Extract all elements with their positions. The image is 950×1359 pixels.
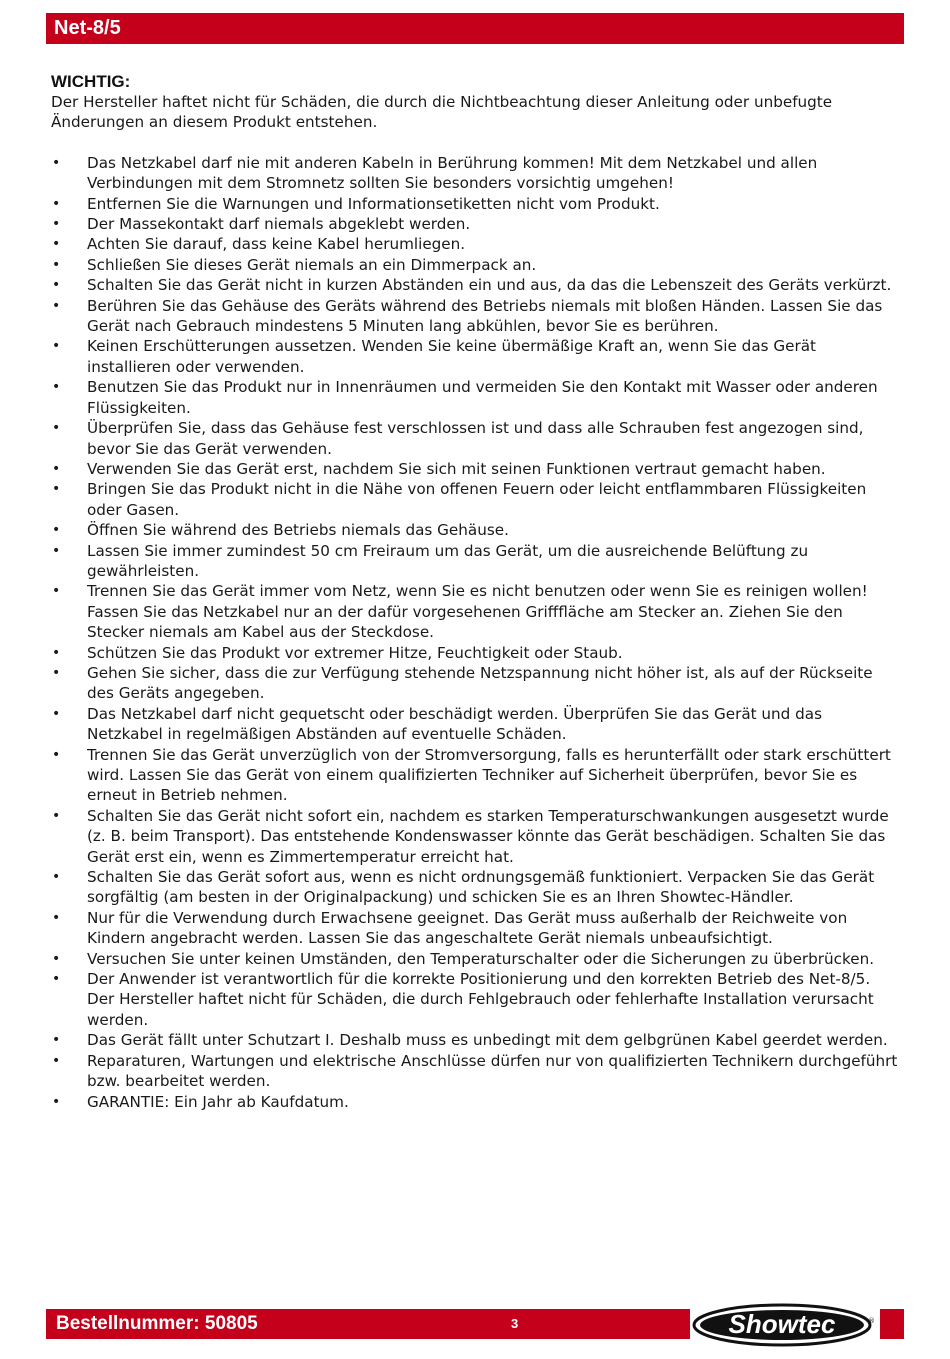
list-item-text: Verwenden Sie das Gerät erst, nachdem Sie sich mit seinen Funktionen vertraut gemacht haben. <box>87 459 826 478</box>
bullet-icon: • <box>52 971 61 988</box>
list-item <box>51 255 901 275</box>
bullet-icon: • <box>52 664 61 681</box>
safety-list <box>51 153 901 1112</box>
list-item <box>51 296 901 337</box>
list-item-text: Überprüfen Sie, dass das Gehäuse fest verschlossen ist und dass alle Schrauben fest angezogen sind, bevor Sie das Gerät verwenden. <box>87 419 864 458</box>
bullet-icon: • <box>52 1093 61 1110</box>
list-item <box>51 949 901 969</box>
list-item <box>51 541 901 582</box>
showtec-logo-icon <box>690 1301 880 1349</box>
list-item-text: Schalten Sie das Gerät nicht sofort ein, nachdem es starken Temperaturschwankungen ausgesetzt wurde (z. B. beim Transport). Das entstehende Kondenswasser könnte das Gerät beschädigen. Schalten Sie das Gerät erst ein, wenn es Zimmertemperatur erreicht hat. <box>87 806 889 866</box>
main-content <box>51 71 901 1112</box>
header-bar <box>46 13 904 44</box>
list-item <box>51 194 901 214</box>
list-item-text: Versuchen Sie unter keinen Umständen, den Temperaturschalter oder die Sicherungen zu überbrücken. <box>87 949 875 968</box>
list-item-text: Lassen Sie immer zumindest 50 cm Freiraum um das Gerät, um die ausreichende Belüftung zu gewährleisten. <box>87 541 809 580</box>
list-item <box>51 908 901 949</box>
bullet-icon: • <box>52 195 61 212</box>
bullet-icon: • <box>52 807 61 824</box>
list-item <box>51 275 901 295</box>
list-item-text: Das Netzkabel darf nie mit anderen Kabeln in Berührung kommen! Mit dem Netzkabel und allen Verbindungen mit dem Stromnetz sollten Sie besonders vorsichtig umgehen! <box>87 153 818 193</box>
list-item-text: Bringen Sie das Produkt nicht in die Nähe von offenen Feuern oder leicht entflammbaren Flüssigkeiten oder Gasen. <box>87 480 867 519</box>
list-item-text: Der Anwender ist verantwortlich für die korrekte Positionierung und den korrekten Betrieb des Net-8/5. Der Hersteller haftet nicht für Schäden, die durch Fehlgebrauch oder fehlerhafte Installation verursacht werden. <box>87 970 874 1029</box>
list-item-text: Achten Sie darauf, dass keine Kabel herumliegen. <box>87 235 466 254</box>
list-item-text: Der Massekontakt darf niemals abgeklebt werden. <box>87 215 471 234</box>
list-item-text: Berühren Sie das Gehäuse des Geräts während des Betriebs niemals mit bloßen Händen. Lassen Sie das Gerät nach Gebrauch mindestens 5 Minuten lang abkühlen, bevor Sie es berühren. <box>87 296 883 336</box>
list-item-text: Schützen Sie das Produkt vor extremer Hitze, Feuchtigkeit oder Staub. <box>87 643 623 662</box>
bullet-icon: • <box>52 420 61 437</box>
list-item-text: Öffnen Sie während des Betriebs niemals das Gehäuse. <box>87 521 509 540</box>
showtec-logo <box>690 1301 880 1349</box>
bullet-icon: • <box>52 256 61 273</box>
bullet-icon: • <box>52 746 61 763</box>
bullet-icon: • <box>52 583 61 600</box>
list-item-text: Gehen Sie sicher, dass die zur Verfügung stehende Netzspannung nicht höher ist, als auf der Rückseite des Geräts angegeben. <box>87 663 873 703</box>
logo-wordmark: Showtec <box>728 1309 836 1339</box>
list-item-text: Schalten Sie das Gerät sofort aus, wenn es nicht ordnungsgemäß funktioniert. Verpacken Sie das Gerät sorgfältig (am besten in der Originalpackung) und schicken Sie es an Ihren Showtec-Händler. <box>87 868 875 907</box>
list-item <box>51 377 901 418</box>
list-item <box>51 234 901 254</box>
list-item <box>51 520 901 540</box>
list-item-text: Schalten Sie das Gerät nicht in kurzen Abständen ein und aus, da das die Lebenszeit des Geräts verkürzt. <box>87 276 892 295</box>
bullet-icon: • <box>52 522 61 539</box>
list-item-text: GARANTIE: Ein Jahr ab Kaufdatum. <box>87 1092 349 1111</box>
list-item <box>51 704 901 745</box>
bullet-icon: • <box>52 460 61 477</box>
bullet-icon: • <box>52 705 61 722</box>
list-item <box>51 459 901 479</box>
list-item <box>51 867 901 908</box>
list-item-text: Das Netzkabel darf nicht gequetscht oder beschädigt werden. Überprüfen Sie das Gerät und das Netzkabel in regelmäßigen Abständen auf eventuelle Schäden. <box>87 704 822 744</box>
svg-text:®: ® <box>868 1317 875 1325</box>
list-item <box>51 479 901 520</box>
bullet-icon: • <box>52 216 61 233</box>
list-item-text: Benutzen Sie das Produkt nur in Innenräumen und vermeiden Sie den Kontakt mit Wasser oder anderen Flüssigkeiten. <box>87 378 878 417</box>
list-item <box>51 336 901 377</box>
list-item <box>51 663 901 704</box>
page-title: Net-8/5 <box>54 17 121 39</box>
order-number: Bestellnummer: 50805 <box>56 1313 258 1334</box>
bullet-icon: • <box>52 297 61 314</box>
list-item-text: Trennen Sie das Gerät unverzüglich von der Stromversorgung, falls es herunterfällt oder stark erschüttert wird. Lassen Sie das Gerät von einem qualifizierten Techniker auf Sicherheit überprüfen, bevor Sie es erneut in Betrieb nehmen. <box>87 745 891 805</box>
list-item-text: Schließen Sie dieses Gerät niemals an ein Dimmerpack an. <box>87 255 537 274</box>
list-item <box>51 581 901 642</box>
list-item-text: Nur für die Verwendung durch Erwachsene geeignet. Das Gerät muss außerhalb der Reichweite von Kindern angebracht werden. Lassen Sie das angeschaltete Gerät niemals unbeaufsichtigt. <box>87 908 848 948</box>
bullet-icon: • <box>52 277 61 294</box>
bullet-icon: • <box>52 542 61 559</box>
bullet-icon: • <box>52 869 61 886</box>
list-item-text: Trennen Sie das Gerät immer vom Netz, wenn Sie es nicht benutzen oder wenn Sie es reinigen wollen! Fassen Sie das Netzkabel nur an der dafür vorgesehenen Grifffläche am Stecker an. Ziehen Sie den Stecker niemals am Kabel aus der Steckdose. <box>87 582 868 642</box>
list-item-text: Reparaturen, Wartungen und elektrische Anschlüsse dürfen nur von qualifizierten Technikern durchgeführt bzw. bearbeitet werden. <box>87 1051 898 1091</box>
bullet-icon: • <box>52 379 61 396</box>
list-item <box>51 1092 901 1112</box>
list-item <box>51 969 901 1030</box>
bullet-icon: • <box>52 481 61 498</box>
bullet-icon: • <box>52 1032 61 1049</box>
list-item <box>51 806 901 867</box>
list-item <box>51 418 901 459</box>
bullet-icon: • <box>52 338 61 355</box>
bullet-icon: • <box>52 950 61 967</box>
list-item <box>51 745 901 806</box>
bullet-icon: • <box>52 644 61 661</box>
list-item <box>51 1051 901 1092</box>
list-item-text: Keinen Erschütterungen aussetzen. Wenden Sie keine übermäßige Kraft an, wenn Sie das Gerät installieren oder verwenden. <box>87 337 816 376</box>
intro-paragraph: Der Hersteller haftet nicht für Schäden, die durch die Nichtbeachtung dieser Anleitung oder unbefugte Änderungen an diesem Produkt entstehen. <box>51 93 833 132</box>
bullet-icon: • <box>52 909 61 926</box>
bullet-icon: • <box>52 1052 61 1069</box>
section-heading: WICHTIG: <box>51 72 131 91</box>
list-item-text: Entfernen Sie die Warnungen und Informationsetiketten nicht vom Produkt. <box>87 194 660 213</box>
list-item <box>51 1030 901 1050</box>
list-item <box>51 214 901 234</box>
list-item-text: Das Gerät fällt unter Schutzart I. Deshalb muss es unbedingt mit dem gelbgrünen Kabel geerdet werden. <box>87 1031 888 1050</box>
page-number: 3 <box>511 1316 519 1331</box>
bullet-icon: • <box>52 236 61 253</box>
bullet-icon: • <box>52 154 61 171</box>
list-item <box>51 153 901 194</box>
list-item <box>51 643 901 663</box>
